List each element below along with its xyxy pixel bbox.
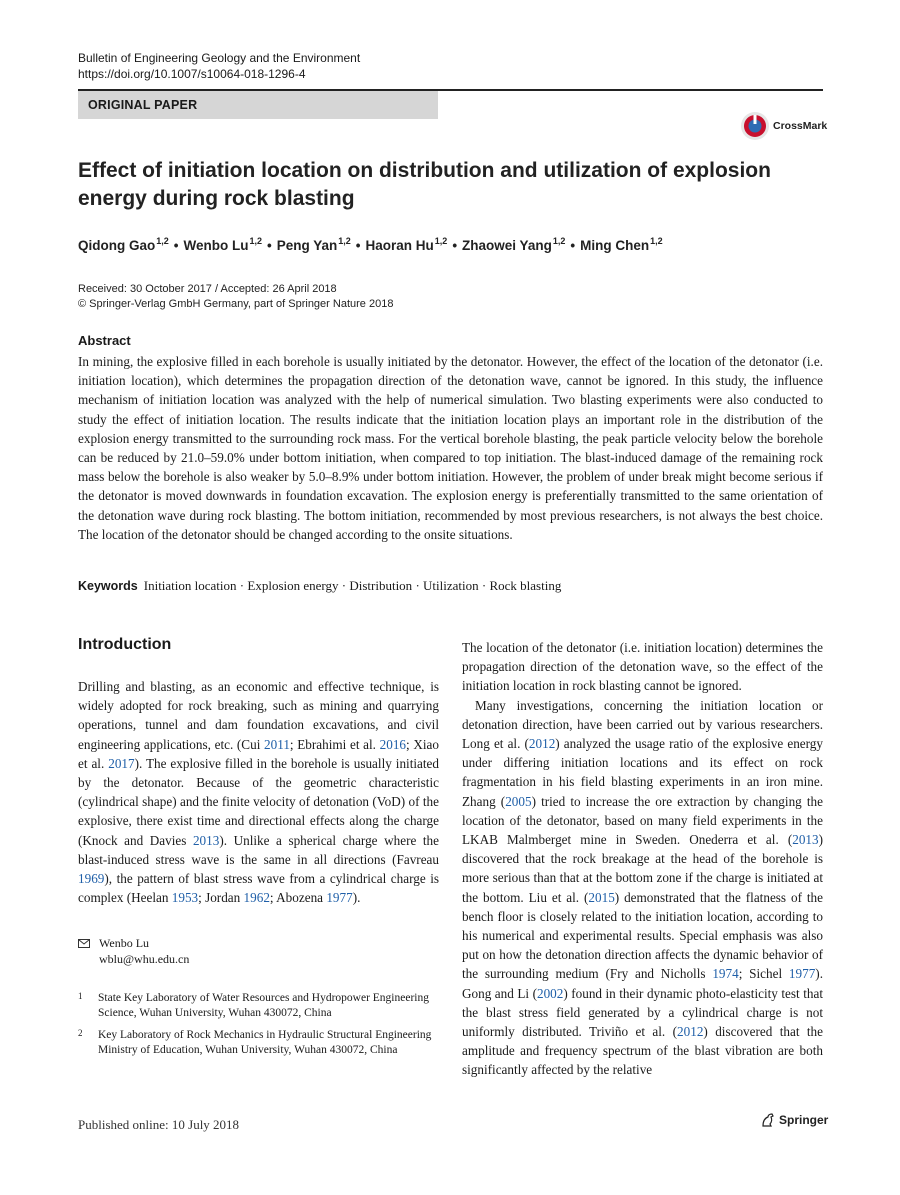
author-separator: • (355, 237, 361, 253)
author-affiliation-marker: 1,2 (434, 236, 448, 246)
citation-link[interactable]: 2011 (264, 736, 290, 752)
author-separator: • (452, 237, 458, 253)
keyword-separator: · (412, 578, 424, 593)
author-affiliation-marker: 1,2 (156, 236, 169, 246)
keywords-line (78, 578, 823, 594)
affiliation-1 (78, 991, 439, 1020)
crossmark-badge[interactable] (740, 108, 830, 144)
corresponding-author-email[interactable]: wblu@whu.edu.cn (99, 952, 190, 966)
citation-link[interactable]: 2012 (677, 1024, 704, 1040)
citation-link[interactable]: 1969 (78, 871, 105, 887)
keywords-list (144, 578, 562, 593)
publisher-logo (760, 1112, 828, 1128)
intro-paragraph: The location of the detonator (i.e. initiation location) determines the propagation direction of the detonation wave, so the effect of the initiation location in rock blasting cannot be ignored. (462, 640, 823, 694)
journal-header (78, 50, 360, 82)
author-separator: • (570, 237, 576, 253)
copyright-notice: © Springer-Verlag GmbH Germany, part of Springer Nature 2018 (78, 298, 394, 310)
crossmark-icon (740, 111, 770, 141)
article-dates (78, 282, 393, 312)
envelope-icon (78, 939, 90, 948)
introduction-left-column (78, 677, 439, 907)
abstract-text: In mining, the explosive filled in each borehole is usually initiated by the detonator. However, the effect of the location of the detonator (i.e. initiation location), which determines the propagation direction of the detonation wave, cannot be ignored. In this study, the influence mechanism of initiation location was analyzed with the help of numerical simulation. Two blasting experiments were also conducted to study the effect of initiation location. The results indicate that the initiation location plays an important role in the distribution of the explosion energy transmitted to the surrounding rock mass. For the vertical borehole blasting, the peak particle velocity below the borehole can be reduced by 21.0–59.0% under bottom initiation, when compared to top initiation. The blast-induced damage of the remaining rock mass below the borehole is also weaker by 5.0–8.9% under bottom initiation. However, the problem of under break might become serious if the detonator is moved downwards in foundation excavation. The explosion energy is preferentially transmitted to the same orientation of the detonation wave during rock blasting. The bottom initiation, recommended by most previous researchers, is not always the best choice. The location of the detonator should be changed according to the onsite situations. (78, 354, 823, 542)
citation-link[interactable]: 1953 (171, 890, 199, 906)
corresponding-author-name: Wenbo Lu (99, 936, 150, 950)
author-affiliation-marker: 1,2 (650, 236, 663, 246)
author-list (78, 236, 823, 253)
keyword-separator: · (478, 578, 490, 593)
correspondence-block (78, 935, 189, 967)
intro-paragraph: Many investigations, concerning the initiation location or detonation direction, have been carried out by various researchers. Long et al. (2012) analyzed the usage ratio of the explosive energy under differing initiation locations and its effect on rock fragmentation in his field blasting experiments in an iron mine. Zhang (2005) tried to increase the ore extraction by changing the location of the detonator, based on many field experiments in the LKAB Malmberget mine in Sweden. Onederra et al. (2013) discovered that the rock breakage at the head of the borehole is more serious than that at the bottom zone if the charge is initiated at the bottom. Liu et al. (2015) demonstrated that the flatness of the bench floor is closely related to the initiation location, according to his numerical and experimental results. Special emphasis was also put on how the detonation direction affects the dynamic behavior of the surrounding medium (Fry and Nicholls 1974; Sichel 1977). Gong and Li (2002) found in their dynamic photo-elasticity test that the blast stress field generated by a cylindrical charge is not uniformly distributed. Triviño et al. (2012) discovered that the amplitude and frequency spectrum of the blast vibration are both significantly affected by the relative (462, 697, 824, 1078)
citation-link[interactable]: 2012 (528, 736, 556, 752)
author-separator: • (173, 237, 179, 253)
citation-link[interactable]: 2015 (588, 889, 615, 905)
crossmark-label: CrossMark (773, 120, 828, 132)
citation-link[interactable]: 2016 (379, 736, 407, 752)
citation-link[interactable]: 2017 (108, 755, 135, 771)
introduction-right-column (462, 638, 823, 1080)
journal-name: Bulletin of Engineering Geology and the Environment (78, 51, 361, 65)
intro-paragraph: Drilling and blasting, as an economic and effective technique, is widely adopted for rock breaking, such as mining and quarrying operations, tunnel and dam foundation excavations, and civil engineering applications, etc. (Cui 2011; Ebrahimi et al. 2016; Xiao et al. 2017). The explosive filled in the borehole is usually initiated by the detonator. Because of the geometric characteristic (cylindrical shape) and the finite velocity of detonation (VoD) of the explosive, there exist time and directional effects along the charge (Knock and Davies 2013). Unlike a spherical charge where the blast-induced stress wave is the same in all directions (Favreau 1969), the pattern of blast stress wave from a cylindrical charge is complex (Heelan 1953; Jordan 1962; Abozena 1977). (78, 679, 439, 906)
springer-horse-icon (760, 1112, 776, 1128)
author-name[interactable]: Wenbo Lu$^{1,2}$ (183, 236, 263, 253)
author-name[interactable]: Haoran Hu$^{1,2}$ (365, 236, 448, 253)
author-name[interactable]: Peng Yan$^{1,2}$ (276, 236, 351, 253)
keyword-separator: · (338, 578, 350, 593)
author-separator: • (267, 237, 272, 253)
citation-link[interactable]: 2002 (536, 985, 564, 1001)
author-name[interactable]: Qidong Gao$^{1,2}$ (78, 236, 169, 253)
keyword: Utilization (423, 578, 479, 593)
affiliation-text: Key Laboratory of Rock Mechanics in Hydraulic Structural Engineering Ministry of Education, Wuhan University, Wuhan 430072, China (98, 1029, 432, 1056)
keyword: Explosion energy (247, 578, 339, 593)
citation-link[interactable]: 1977 (788, 966, 816, 982)
keyword: Rock blasting (489, 578, 562, 593)
citation-link[interactable]: 2013 (792, 832, 819, 848)
citation-link[interactable]: 1974 (712, 966, 739, 982)
author-affiliation-marker: 1,2 (249, 236, 263, 246)
author-affiliation-marker: 1,2 (552, 236, 566, 246)
citation-link[interactable]: 2005 (505, 793, 532, 809)
citation-link[interactable]: 2013 (192, 832, 220, 848)
keyword: Distribution (349, 578, 413, 593)
keyword: Initiation location (143, 578, 237, 593)
introduction-heading: Introduction (78, 636, 172, 653)
citation-link[interactable]: 1977 (326, 890, 353, 906)
received-accepted-dates: Received: 30 October 2017 / Accepted: 26 April 2018 (78, 283, 337, 295)
paper-type-label: ORIGINAL PAPER (88, 98, 198, 112)
author-affiliation-marker: 1,2 (338, 236, 351, 246)
citation-link[interactable]: 1962 (243, 890, 270, 906)
keyword-separator: · (236, 578, 248, 593)
affiliation-number: 1 (78, 991, 83, 1001)
affiliation-text: State Key Laboratory of Water Resources and Hydropower Engineering Science, Wuhan University, Wuhan 430072, China (98, 992, 429, 1019)
author-name[interactable]: Ming Chen$^{1,2}$ (580, 236, 663, 253)
affiliation-number: 2 (78, 1028, 83, 1038)
springer-label: Springer (779, 1113, 829, 1127)
abstract-heading: Abstract (78, 333, 131, 348)
doi-link[interactable]: https://doi.org/10.1007/s10064-018-1296-4 (78, 67, 306, 81)
paper-title: Effect of initiation location on distribution and utilization of explosion energy during rock blasting (78, 159, 771, 210)
affiliation-2 (78, 1028, 439, 1057)
keywords-label: Keywords (78, 579, 138, 593)
published-online-date: Published online: 10 July 2018 (78, 1117, 240, 1132)
author-name[interactable]: Zhaowei Yang$^{1,2}$ (462, 236, 566, 253)
